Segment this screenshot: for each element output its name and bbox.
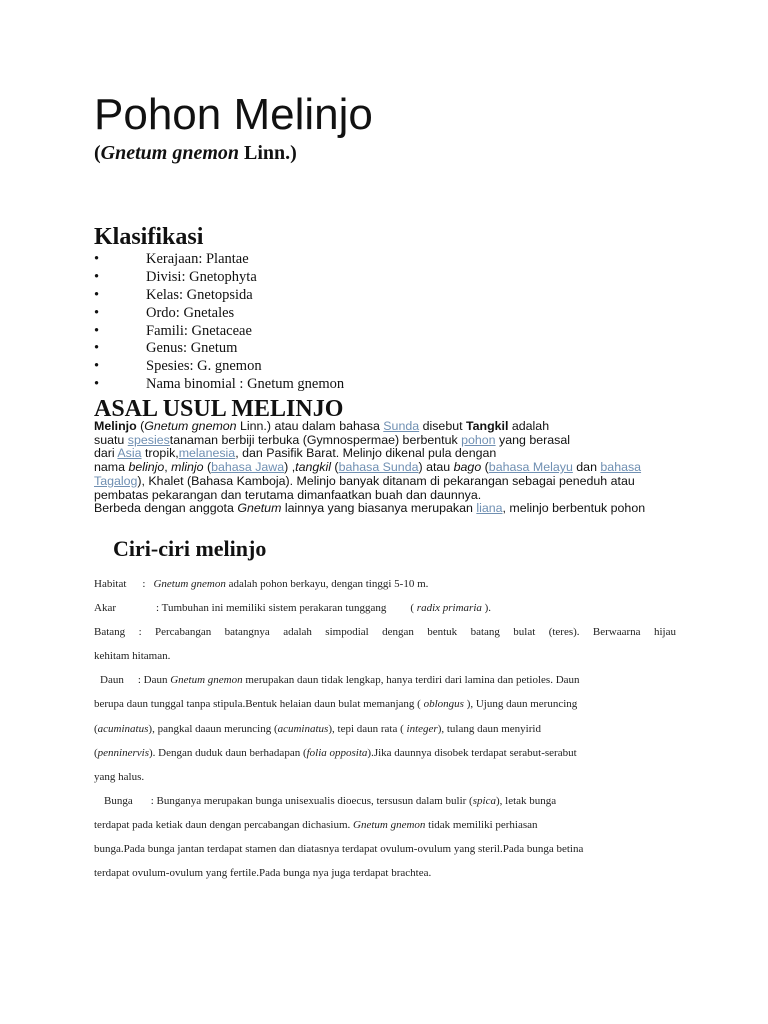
paragraph-line (94, 434, 694, 448)
daun-line-2 (94, 692, 676, 716)
bullet-icon: • (94, 304, 100, 321)
asal-usul-heading: ASAL USUL MELINJO (94, 396, 344, 422)
bunga-line-4: terdapat ovulum-ovulum yang fertile.Pada bunga nya juga terdapat brachtea. (94, 867, 432, 880)
text-run: tropik, (141, 446, 179, 461)
text-run: , melinjo berbentuk pohon (502, 501, 646, 516)
text-run: ), tulang daun menyirid (437, 722, 541, 735)
list-item-text: Kerajaan: Plantae (146, 251, 249, 267)
text-run: ), tepi daun rata ( (328, 722, 407, 735)
paragraph-line (94, 420, 694, 434)
separator: : (137, 674, 141, 687)
text-run: ).Jika daunnya disobek terdapat serabut-serabut (367, 746, 577, 759)
daun-line-4 (94, 741, 676, 765)
page-subtitle (94, 140, 297, 166)
separator: : (156, 602, 160, 615)
list-item-text: Spesies: G. gnemon (146, 358, 262, 375)
italic-term: oblongus (423, 698, 464, 711)
text-word: batang (470, 626, 500, 639)
bunga-line (94, 789, 676, 813)
italic-term: belinjo (128, 460, 165, 475)
list-item-text: Famili: Gnetaceae (146, 322, 252, 339)
text-run: Tumbuhan ini memiliki sistem perakaran tunggang (159, 602, 387, 615)
paragraph-line (94, 502, 694, 516)
text-word: bentuk (427, 626, 458, 639)
text-run: ), letak bunga (495, 794, 557, 807)
link-liana[interactable]: liana (476, 501, 503, 516)
italic-term: Gnetum (237, 501, 282, 516)
italic-term: mlinjo (171, 460, 204, 475)
link-melanesia[interactable]: melanesia (178, 446, 236, 461)
italic-term: acuminatus (97, 722, 149, 735)
text-run: adalah (508, 419, 550, 433)
separator: : (150, 794, 154, 807)
bold-term: Melinjo (94, 419, 137, 433)
text-run: terdapat pada ketiak daun dengan percabangan dichasium. (94, 818, 353, 831)
daun-line (94, 668, 676, 692)
akar-label: Akar (94, 602, 116, 615)
italic-term: spica (472, 794, 496, 807)
text-run: disebut (419, 419, 466, 433)
italic-term: penninervis (97, 746, 149, 759)
text-run: ( (481, 460, 489, 475)
link-asia[interactable]: Asia (117, 446, 142, 461)
text-word: adalah (283, 626, 312, 639)
separator: : (142, 578, 146, 590)
text-word: dengan (382, 626, 414, 639)
text-run: Berbeda dengan anggota (94, 501, 238, 516)
list-item-text: Nama binomial : Gnetum gnemon (146, 376, 345, 393)
text-run: , dan Pasifik Barat. Melinjo dikenal pula dengan (235, 446, 497, 461)
list-item-text: Ordo: Gnetales (146, 304, 235, 321)
subtitle-species: Gnetum gnemon (100, 142, 240, 164)
link-pohon[interactable]: pohon (461, 432, 496, 447)
text-run: dan (572, 460, 601, 475)
text-run: suatu (94, 432, 128, 447)
text-run: Daun (140, 674, 171, 687)
text-run: ( (136, 419, 145, 433)
text-run: ). Dengan duduk daun berhadapan ( (149, 746, 307, 759)
text-run: pembatas pekarangan dan terutama dimanfaatkan buah dan daunnya. (94, 487, 482, 502)
text-run: lainnya yang biasanya merupakan (281, 501, 477, 516)
text-run: nama (94, 460, 129, 475)
italic-term: integer (406, 722, 438, 735)
separator: : (138, 626, 142, 639)
bunga-line-3: bunga.Pada bunga jantan terdapat stamen dan diatasnya terdapat ovulum-ovulum yang steril.Pada bunga betina (94, 843, 584, 856)
klasifikasi-heading: Klasifikasi (94, 224, 204, 250)
text-word: simpodial (325, 626, 369, 639)
text-run: ( (410, 602, 417, 615)
paragraph-line (94, 447, 694, 461)
daun-label: Daun (100, 674, 124, 687)
text-run: ), Ujung daun meruncing (463, 698, 578, 711)
ciri-heading: Ciri-ciri melinjo (113, 536, 267, 561)
batang-line-2: kehitam hitaman. (94, 650, 171, 663)
bullet-icon: • (94, 251, 100, 267)
link-bahasa-jawa[interactable]: bahasa Jawa (211, 460, 285, 475)
daun-line-3 (94, 717, 676, 741)
text-run: ( (94, 722, 98, 735)
link-tagalog[interactable]: Tagalog (94, 473, 138, 488)
italic-term: Gnetum gnemon (353, 818, 426, 831)
bunga-line-2 (94, 813, 676, 837)
bullet-icon: • (94, 286, 100, 303)
paragraph-line (94, 461, 694, 475)
text-run: tidak memiliki perhiasan (425, 818, 538, 831)
page-title: Pohon Melinjo (94, 90, 373, 139)
bullet-icon: • (94, 322, 100, 339)
text-run: ( (94, 746, 98, 759)
bullet-icon: • (94, 376, 100, 393)
italic-term: Gnetum gnemon (170, 674, 243, 687)
text-run: berupa daun tunggal tanpa stipula.Bentuk helaian daun bulat memanjang ( (94, 698, 424, 711)
daun-line-5: yang halus. (94, 770, 145, 783)
habitat-line (94, 572, 676, 596)
text-word: hijau (653, 626, 676, 639)
text-run: adalah pohon berkayu, dengan tinggi 5-10 m. (225, 578, 429, 590)
text-run: yang berasal (495, 432, 570, 447)
text-word: Berwaarna (592, 626, 641, 639)
habitat-label: Habitat (94, 578, 127, 590)
ciri-section (94, 572, 676, 885)
text-run: ), pangkal daaun meruncing ( (148, 722, 278, 735)
text-run: ) , (284, 460, 296, 475)
text-run: , (164, 460, 172, 475)
text-run: Bunganya merupakan bunga unisexualis dioecus, tersusun dalam bulir ( (153, 794, 473, 807)
asal-usul-paragraph (94, 420, 694, 516)
batang-label: Batang (94, 626, 126, 639)
bullet-icon: • (94, 340, 100, 357)
link-bahasa-melayu[interactable]: bahasa Melayu (488, 460, 573, 475)
text-word: bulat (513, 626, 536, 639)
text-word: (teres). (548, 626, 580, 639)
text-run: merupakan daun tidak lengkap, hanya terdiri dari lamina dan petioles. Daun (242, 674, 580, 687)
link-bahasa-sunda[interactable]: bahasa Sunda (338, 460, 419, 475)
text-run: ( (330, 460, 339, 475)
paragraph-line (94, 489, 694, 503)
list-item-text: Kelas: Gnetopsida (146, 286, 253, 303)
subtitle-open: ( (94, 142, 101, 164)
italic-term: tangkil (295, 460, 331, 475)
text-run: ). (481, 602, 492, 615)
italic-term: Gnetum gnemon (153, 578, 226, 590)
bunga-label: Bunga (104, 794, 133, 807)
list-item-text: Divisi: Gnetophyta (146, 268, 257, 285)
italic-term: radix primaria (416, 602, 482, 615)
akar-line (94, 596, 676, 620)
bullet-icon: • (94, 268, 100, 285)
bold-term: Tangkil (465, 419, 509, 433)
text-run: tanaman berbiji terbuka (Gymnospermae) berbentuk (169, 432, 462, 447)
text-word: Percabangan (155, 626, 212, 639)
italic-term: folia opposita (306, 746, 368, 759)
text-run: ( (203, 460, 212, 475)
batang-line (94, 620, 676, 644)
bullet-icon: • (94, 358, 100, 375)
paragraph-line (94, 475, 694, 489)
link-bahasa-tagalog[interactable]: bahasa (600, 460, 642, 475)
text-word: batangnya (224, 626, 270, 639)
subtitle-author: Linn.) (239, 142, 297, 164)
text-run: Linn.) atau dalam bahasa (236, 419, 384, 433)
text-run: ) atau (418, 460, 454, 475)
italic-term: Gnetum gnemon (144, 419, 237, 433)
italic-term: acuminatus (277, 722, 329, 735)
list-item-text: Genus: Gnetum (146, 340, 238, 357)
link-sunda[interactable]: Sunda (383, 419, 420, 433)
italic-term: bago (453, 460, 482, 475)
link-spesies[interactable]: spesies (127, 432, 170, 447)
text-run: ), Khalet (Bahasa Kamboja). Melinjo banyak ditanam di pekarangan sebagai peneduh atau (137, 473, 635, 488)
text-run: dari (94, 446, 118, 461)
